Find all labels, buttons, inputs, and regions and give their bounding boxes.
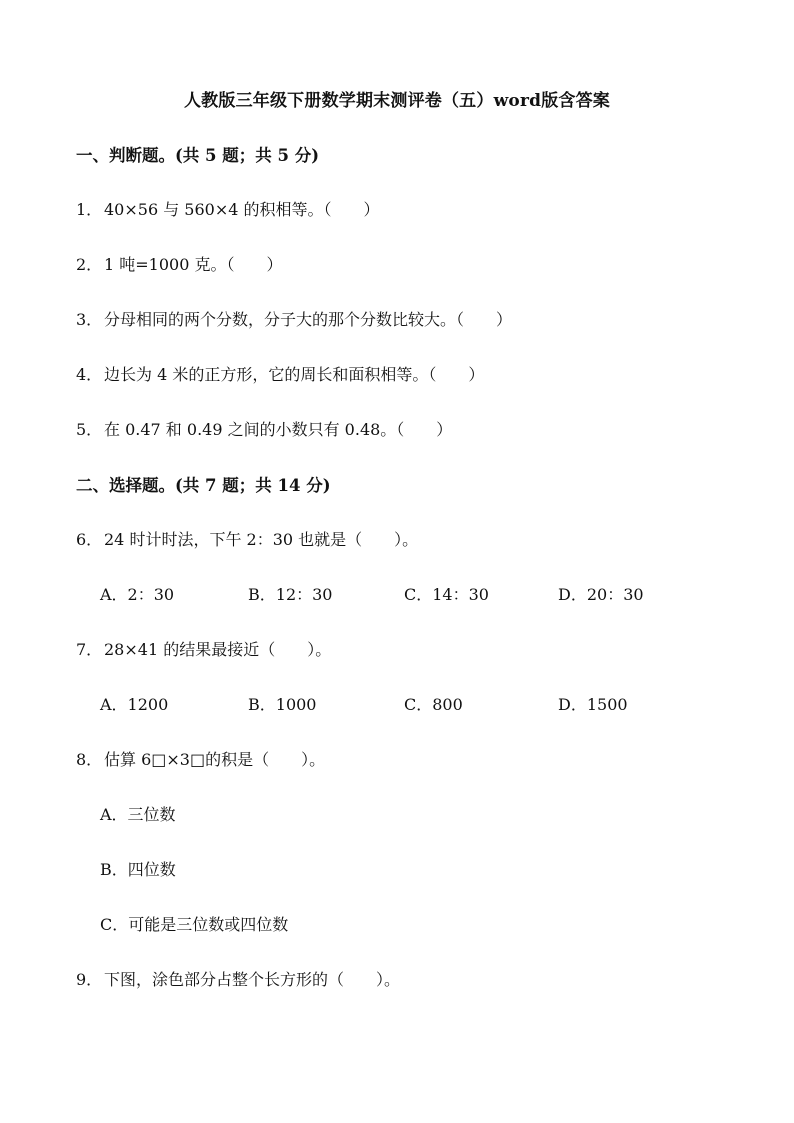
question-3 (76, 307, 512, 330)
question-5 (76, 417, 452, 440)
question-text: 1 吨=1000 克。（ ） (104, 255, 283, 274)
option-c: C．14：30 (404, 585, 489, 604)
question-4 (76, 362, 484, 385)
question-number: 1． (76, 200, 103, 219)
question-number: 6． (76, 530, 103, 549)
question-9 (76, 967, 400, 990)
question-number: 5． (76, 420, 103, 439)
question-number: 3． (76, 310, 103, 329)
question-text: 在 0.47 和 0.49 之间的小数只有 0.48。（ ） (104, 420, 453, 439)
document-title: 人教版三年级下册数学期末测评卷（五）word版含答案 (183, 91, 610, 111)
section-heading-judgement: 一、判断题。(共 5 题；共 5 分) (76, 146, 320, 165)
question-1 (76, 197, 380, 220)
question-number: 4． (76, 365, 103, 384)
question-number: 9． (76, 970, 103, 989)
question-text: 分母相同的两个分数，分子大的那个分数比较大。（ ） (104, 310, 513, 329)
option-c: C．800 (404, 695, 463, 714)
option-b: B．四位数 (100, 860, 176, 879)
question-2 (76, 252, 282, 275)
option-d: D．1500 (558, 695, 628, 714)
question-text: 下图，涂色部分占整个长方形的（ ）。 (104, 970, 401, 989)
question-text: 24 时计时法，下午 2：30 也就是（ ）。 (104, 530, 419, 549)
option-b: B．1000 (248, 695, 317, 714)
option-a: A．2：30 (100, 585, 175, 604)
option-a: A．三位数 (100, 805, 176, 824)
question-text: 40×56 与 560×4 的积相等。（ ） (104, 200, 380, 219)
question-number: 8． (76, 750, 103, 769)
section-heading-choice: 二、选择题。(共 7 题；共 14 分) (76, 476, 331, 495)
question-7 (76, 637, 331, 660)
question-text: 边长为 4 米的正方形，它的周长和面积相等。（ ） (104, 365, 485, 384)
option-d: D．20：30 (558, 585, 644, 604)
option-a: A．1200 (100, 695, 169, 714)
question-6 (76, 527, 418, 550)
question-text: 28×41 的结果最接近（ ）。 (104, 640, 332, 659)
question-8 (76, 747, 325, 770)
question-number: 2． (76, 255, 103, 274)
question-number: 7． (76, 640, 103, 659)
option-b: B．12：30 (248, 585, 333, 604)
option-c: C．可能是三位数或四位数 (100, 915, 289, 934)
question-text: 估算 6□×3□的积是（ ）。 (104, 750, 326, 769)
